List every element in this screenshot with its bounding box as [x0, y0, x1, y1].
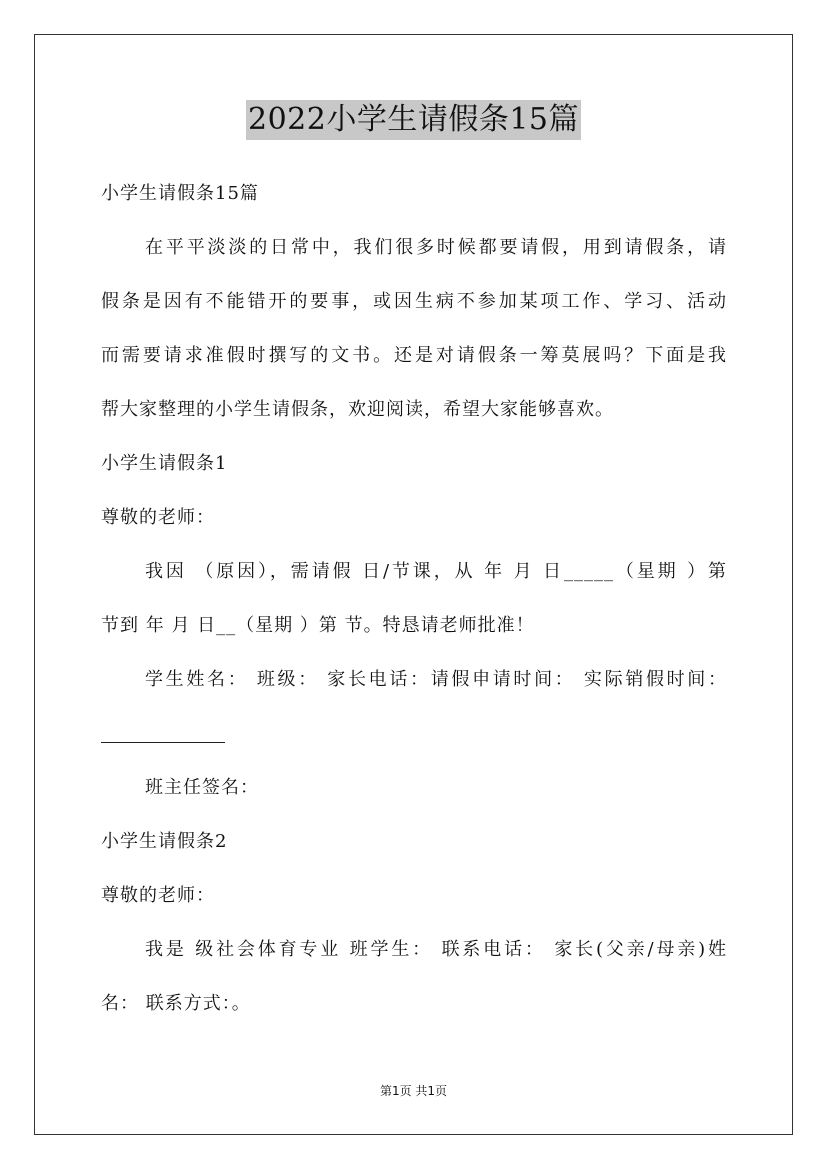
page-footer: 第1页 共1页 — [379, 1084, 448, 1098]
section2-body-line-2: 名： 联系方式：。 — [101, 993, 251, 1014]
section1-body-line-2: 节到 年 月 日__（星期 ）第 节。特恳请老师批准！ — [101, 615, 535, 636]
section1-body-line-1: 我因 （原因），需请假 日/节课，从 年 月 日_____（星期 ）第 — [145, 561, 727, 582]
section2-salutation: 尊敬的老师： — [101, 885, 215, 906]
title-container — [0, 100, 827, 140]
section1-heading: 小学生请假条1 — [101, 453, 228, 474]
blank-underline — [101, 742, 225, 743]
intro-line-3: 而需要请求准假时撰写的文书。还是对请假条一筹莫展吗？下面是我 — [101, 345, 727, 366]
section2-body-line-1: 我是 级社会体育专业 班学生： 联系电话： 家长(父亲/母亲)姓 — [145, 939, 727, 960]
intro-line-1: 在平平淡淡的日常中，我们很多时候都要请假，用到请假条，请 — [145, 237, 727, 258]
section2-heading: 小学生请假条2 — [101, 831, 228, 852]
intro-line-4: 帮大家整理的小学生请假条，欢迎阅读，希望大家能够喜欢。 — [101, 399, 614, 420]
subtitle: 小学生请假条15篇 — [101, 183, 259, 204]
section1-fields: 学生姓名： 班级： 家长电话：请假申请时间： 实际销假时间： — [145, 669, 727, 690]
intro-line-2: 假条是因有不能错开的要事，或因生病不参加某项工作、学习、活动 — [101, 291, 727, 312]
section1-salutation: 尊敬的老师： — [101, 507, 215, 528]
document-title: 2022小学生请假条15篇 — [246, 100, 581, 140]
teacher-signature: 班主任签名： — [145, 777, 259, 798]
